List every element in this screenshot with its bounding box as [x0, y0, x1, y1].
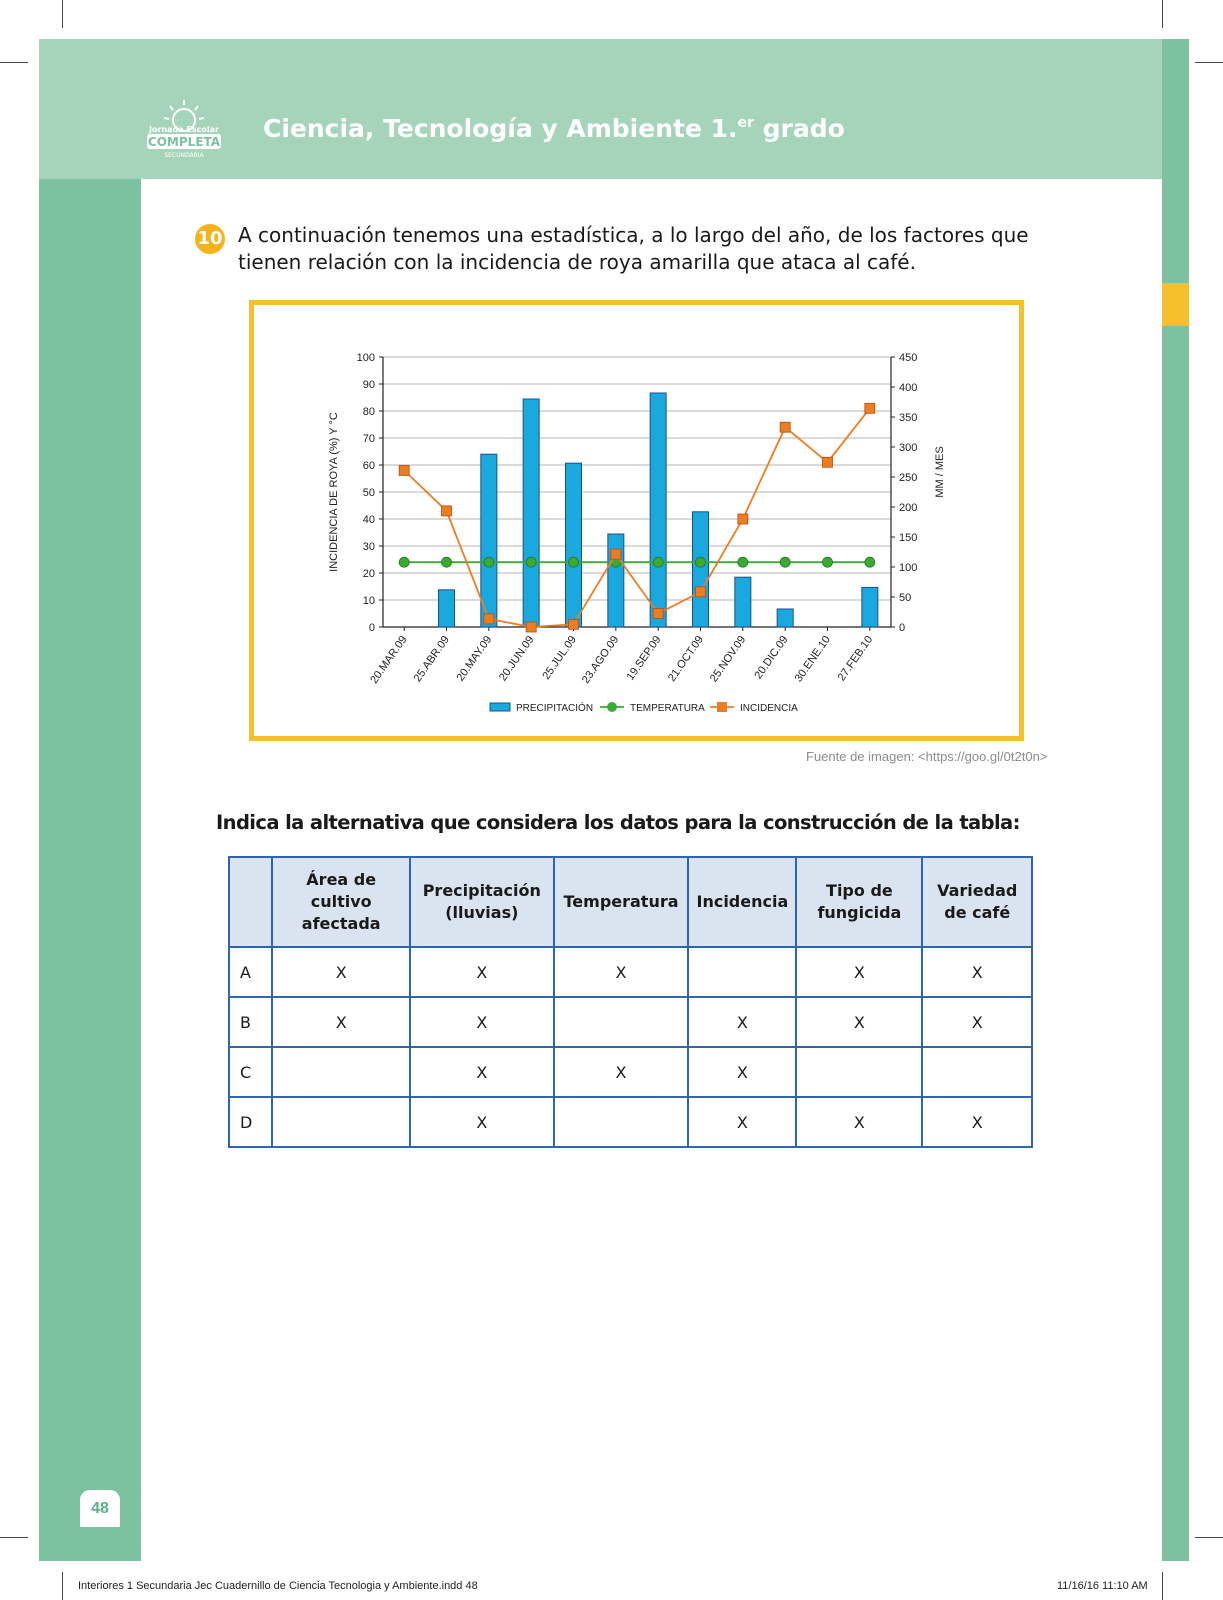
legend-precipitation-label: PRECIPITACIÓN [516, 703, 594, 714]
svg-text:Jornada Escolar: Jornada Escolar [149, 125, 219, 134]
row-label: B [229, 997, 272, 1047]
svg-text:SECUNDARIA: SECUNDARIA [164, 152, 204, 159]
precipitation-bar [439, 590, 455, 627]
table-cell: X [796, 997, 922, 1047]
crop-mark [1162, 1572, 1163, 1600]
temperature-point [484, 557, 494, 567]
incidence-point [484, 614, 494, 624]
row-label: D [229, 1097, 272, 1147]
question-text: A continuación tenemos una estadística, a lo largo del año, de los factores que tienen relación con la incidencia de roya amarilla que ataca al café. [238, 223, 1029, 274]
table-header: Tipo de fungicida [796, 857, 922, 947]
table-header-row [229, 857, 1032, 947]
table-cell: X [796, 947, 922, 997]
y-right-tick-label: 450 [899, 352, 918, 364]
x-tick-label: 30.ENE.10 [792, 633, 833, 685]
table-header: Variedad de café [922, 857, 1032, 947]
table-cell: X [410, 997, 554, 1047]
temperature-point [442, 557, 452, 567]
table-cell [554, 997, 689, 1047]
incidence-point [611, 549, 621, 559]
table-cell: X [554, 1047, 689, 1097]
temperature-point [653, 557, 663, 567]
incidence-point [399, 465, 409, 475]
page-number: 48 [80, 1490, 120, 1527]
y-right-tick-label: 350 [899, 412, 918, 424]
precipitation-bar [608, 534, 624, 627]
y-left-tick-label: 90 [362, 379, 375, 391]
table-cell: X [410, 1047, 554, 1097]
y-right-tick-label: 0 [899, 622, 906, 634]
y-left-tick-label: 30 [362, 541, 375, 553]
precipitation-bar [566, 463, 582, 627]
table-row [229, 997, 1032, 1047]
x-tick-label: 20.JUN.09 [496, 633, 537, 684]
table-cell [272, 1097, 410, 1147]
precipitation-bar [650, 393, 666, 627]
temperature-point [696, 557, 706, 567]
table-row [229, 1097, 1032, 1147]
y-left-tick-label: 0 [368, 622, 375, 634]
temperature-point [399, 557, 409, 567]
print-footer-file: Interiores 1 Secundaria Jec Cuadernillo de Ciencia Tecnologia y Ambiente.indd 48 [78, 1580, 478, 1592]
combo-chart [254, 305, 1019, 736]
legend-incidence-marker [717, 702, 727, 712]
instruction-text: Indica la alternativa que considera los datos para la construcción de la tabla: [216, 811, 1020, 834]
y-left-tick-label: 70 [362, 433, 375, 445]
table-cell: X [922, 997, 1032, 1047]
y-left-tick-label: 40 [362, 514, 375, 526]
table-cell: X [688, 997, 796, 1047]
incidence-point [696, 587, 706, 597]
table-cell: X [554, 947, 689, 997]
table-cell: X [922, 1097, 1032, 1147]
right-margin-strip [1162, 39, 1189, 1561]
x-tick-label: 25.NOV.09 [707, 633, 749, 685]
x-tick-label: 19.SEP.09 [624, 633, 664, 683]
options-table [228, 856, 1033, 1148]
x-tick-label: 27.FEB.10 [835, 633, 876, 684]
y-right-tick-label: 400 [899, 382, 918, 394]
page-header-title: Ciencia, Tecnología y Ambiente 1.$^{er}$ grado [263, 114, 845, 143]
jec-logo [143, 98, 225, 160]
incidence-point [526, 622, 536, 632]
table-cell: X [796, 1097, 922, 1147]
crop-mark [1195, 62, 1223, 63]
incidence-point [442, 506, 452, 516]
table-cell: X [688, 1097, 796, 1147]
temperature-point [865, 557, 875, 567]
crop-mark [1162, 0, 1163, 28]
x-tick-label: 23.AGO.09 [579, 633, 622, 686]
temperature-point [780, 557, 790, 567]
y-left-tick-label: 80 [362, 406, 375, 418]
precipitation-bar [735, 577, 751, 627]
crop-mark [62, 1572, 63, 1600]
table-header: Incidencia [688, 857, 796, 947]
y-right-axis-title: MM / MES [934, 446, 946, 498]
table-row [229, 1047, 1032, 1097]
print-footer-date: 11/16/16 11:10 AM [1057, 1580, 1148, 1592]
y-left-tick-label: 100 [356, 352, 375, 364]
y-right-tick-label: 250 [899, 472, 918, 484]
table-header: Área de cultivo afectada [272, 857, 410, 947]
table-header: Precipitación (lluvias) [410, 857, 554, 947]
incidence-point [569, 619, 579, 629]
temperature-point [823, 557, 833, 567]
y-right-tick-label: 300 [899, 442, 918, 454]
y-right-tick-label: 100 [899, 562, 918, 574]
table-row [229, 947, 1032, 997]
row-label: C [229, 1047, 272, 1097]
incidence-point [823, 457, 833, 467]
incidence-point [780, 422, 790, 432]
table-cell: X [410, 1097, 554, 1147]
section-tab [1162, 283, 1189, 326]
precipitation-bar [523, 399, 539, 627]
crop-mark [1195, 1537, 1223, 1538]
incidence-line [404, 408, 870, 627]
y-left-tick-label: 20 [362, 568, 375, 580]
precipitation-bar [693, 512, 709, 627]
temperature-point [526, 557, 536, 567]
y-left-tick-label: 60 [362, 460, 375, 472]
table-cell: X [410, 947, 554, 997]
legend-precipitation-swatch [490, 703, 510, 711]
y-left-tick-label: 50 [362, 487, 375, 499]
x-tick-label: 20.MAR.09 [368, 633, 410, 686]
y-left-tick-label: 10 [362, 595, 375, 607]
table-cell: X [688, 1047, 796, 1097]
table-cell: X [272, 997, 410, 1047]
table-cell [272, 1047, 410, 1097]
incidence-point [865, 403, 875, 413]
legend-incidence-label: INCIDENCIA [740, 703, 798, 714]
question-number-badge: 10 [195, 224, 225, 254]
image-source: Fuente de imagen: <https://goo.gl/0t2t0n> [806, 749, 1048, 764]
row-label: A [229, 947, 272, 997]
table-cell [554, 1097, 689, 1147]
table-cell [796, 1047, 922, 1097]
y-right-tick-label: 50 [899, 592, 912, 604]
precipitation-bar [777, 609, 793, 627]
x-tick-label: 25.JUL.09 [540, 633, 579, 682]
left-margin-strip [39, 179, 141, 1561]
svg-text:COMPLETA: COMPLETA [147, 135, 221, 149]
y-right-tick-label: 200 [899, 502, 918, 514]
temperature-point [569, 557, 579, 567]
crop-mark [0, 62, 28, 63]
x-tick-label: 20.MAY.09 [454, 633, 495, 684]
crop-mark [62, 0, 63, 28]
crop-mark [0, 1537, 28, 1538]
y-right-tick-label: 150 [899, 532, 918, 544]
precipitation-bar [481, 454, 497, 627]
table-cell: X [922, 947, 1032, 997]
table-cell [922, 1047, 1032, 1097]
table-cell: X [272, 947, 410, 997]
incidence-point [738, 514, 748, 524]
x-tick-label: 20.DIC.09 [752, 633, 791, 682]
incidence-point [653, 609, 663, 619]
y-left-axis-title: INCIDENCIA DE ROYA (%) Y °C [328, 412, 340, 572]
legend-temperature-marker [607, 702, 617, 712]
chart-frame [249, 300, 1024, 741]
temperature-point [738, 557, 748, 567]
table-header-empty [229, 857, 272, 947]
x-tick-label: 21.OCT.09 [665, 633, 706, 684]
legend-temperature-label: TEMPERATURA [630, 703, 705, 714]
table-header: Temperatura [554, 857, 689, 947]
precipitation-bar [862, 587, 878, 627]
table-cell [688, 947, 796, 997]
x-tick-label: 25.ABR.09 [411, 633, 452, 685]
